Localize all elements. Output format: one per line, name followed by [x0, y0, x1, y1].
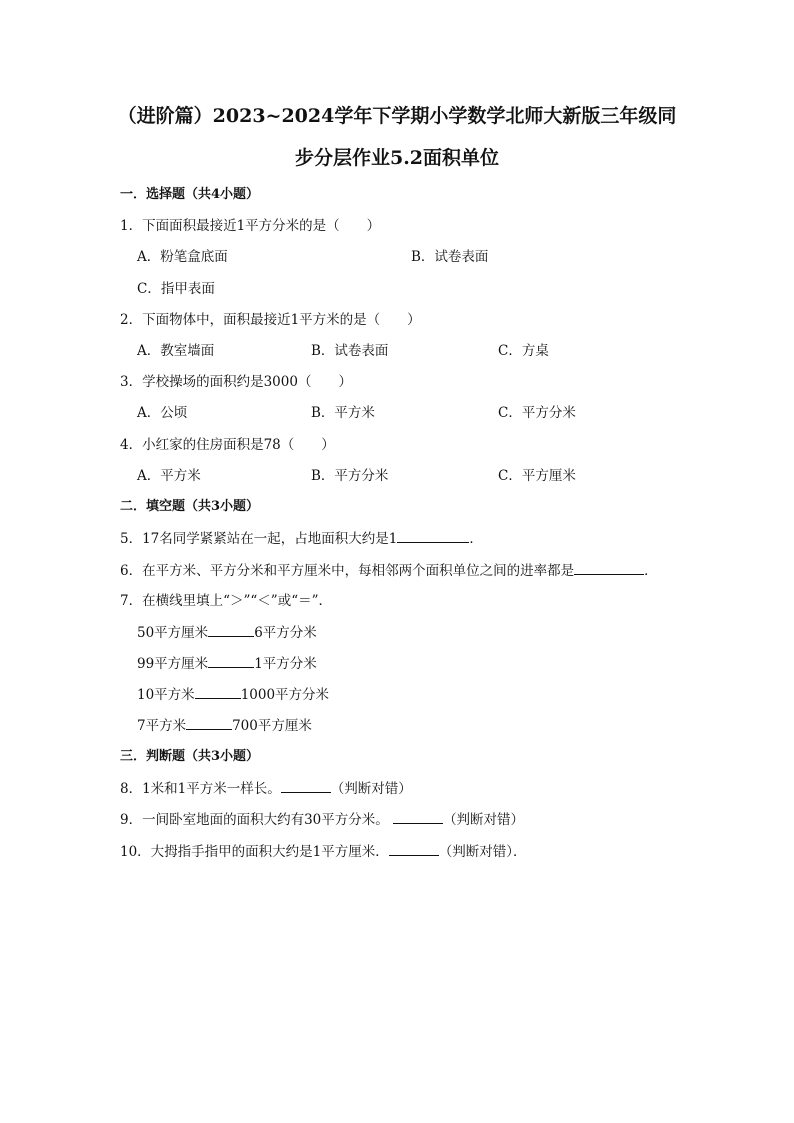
- question-7-item-3: [137, 685, 329, 704]
- compare-left: 99平方厘米: [137, 656, 209, 672]
- question-1-option-b[interactable]: B．试卷表面: [411, 249, 489, 265]
- question-1-option-a[interactable]: A．粉笔盒底面: [137, 249, 228, 265]
- question-9-end: （判断对错）: [443, 812, 525, 828]
- compare-blank[interactable]: [195, 685, 241, 699]
- compare-right: 6平方分米: [254, 625, 317, 641]
- answer-blank[interactable]: [281, 779, 331, 793]
- question-3-option-c[interactable]: C．平方分米: [498, 405, 576, 421]
- document-title-line-2: 步分层作业5.2面积单位: [294, 147, 500, 169]
- answer-blank[interactable]: [397, 529, 469, 543]
- question-7-item-4: [137, 716, 312, 735]
- compare-right: 1平方分米: [254, 656, 317, 672]
- question-4-option-b[interactable]: B．平方分米: [311, 468, 389, 484]
- question-4-option-c[interactable]: C．平方厘米: [498, 468, 576, 484]
- question-9: [120, 810, 524, 829]
- question-7-item-2: [137, 654, 317, 673]
- compare-blank[interactable]: [208, 654, 254, 668]
- question-10-text: 10．大拇指手指甲的面积大约是1平方厘米．: [120, 844, 389, 860]
- question-8: [120, 779, 412, 798]
- question-2-option-a[interactable]: A．教室墙面: [137, 343, 215, 359]
- question-7-item-1: [137, 623, 317, 642]
- section-heading-judge: 三．判断题（共3小题）: [120, 749, 260, 764]
- document-title-line-1: （进阶篇）2023~2024学年下学期小学数学北师大新版三年级同: [117, 105, 677, 127]
- answer-blank[interactable]: [574, 561, 644, 575]
- question-2-option-c[interactable]: C．方桌: [498, 343, 549, 359]
- question-1-option-c[interactable]: C．指甲表面: [137, 281, 215, 297]
- question-8-text: 8．1米和1平方米一样长。: [120, 781, 281, 797]
- compare-blank[interactable]: [186, 716, 232, 730]
- question-5-end: ．: [469, 531, 483, 547]
- question-2-option-b[interactable]: B．试卷表面: [311, 343, 389, 359]
- question-5: [120, 529, 483, 548]
- compare-right: 700平方厘米: [232, 718, 312, 734]
- question-6: [120, 561, 658, 580]
- question-3-option-a[interactable]: A．公顷: [137, 405, 188, 421]
- section-heading-choice: 一．选择题（共4小题）: [120, 187, 260, 202]
- question-9-text: 9．一间卧室地面的面积大约有30平方分米。: [120, 812, 394, 828]
- compare-left: 50平方厘米: [137, 625, 209, 641]
- compare-blank[interactable]: [208, 623, 254, 637]
- question-6-end: ．: [644, 563, 658, 579]
- question-3-option-b[interactable]: B．平方米: [311, 405, 375, 421]
- section-heading-fill: 二．填空题（共3小题）: [120, 499, 260, 514]
- question-2-stem: 2．下面物体中，面积最接近1平方米的是（ ）: [120, 312, 421, 328]
- compare-left: 7平方米: [137, 718, 187, 734]
- compare-left: 10平方米: [137, 687, 195, 703]
- question-4-option-a[interactable]: A．平方米: [137, 468, 201, 484]
- question-5-text: 5．17名同学紧紧站在一起，占地面积大约是1: [120, 531, 398, 547]
- question-3-stem: 3．学校操场的面积约是3000（ ）: [120, 374, 352, 390]
- compare-right: 1000平方分米: [240, 687, 330, 703]
- question-8-end: （判断对错）: [330, 781, 412, 797]
- question-4-stem: 4．小红家的住房面积是78（ ）: [120, 437, 335, 453]
- question-6-text: 6．在平方米、平方分米和平方厘米中，每相邻两个面积单位之间的进率都是: [120, 563, 575, 579]
- question-10-end: （判断对错）．: [438, 844, 527, 860]
- answer-blank[interactable]: [389, 842, 439, 856]
- question-7-stem: 7．在横线里填上“＞”“＜”或“＝”．: [120, 593, 332, 609]
- question-10: [120, 842, 527, 861]
- answer-blank[interactable]: [393, 810, 443, 824]
- question-1-stem: 1．下面面积最接近1平方分米的是（ ）: [120, 218, 381, 234]
